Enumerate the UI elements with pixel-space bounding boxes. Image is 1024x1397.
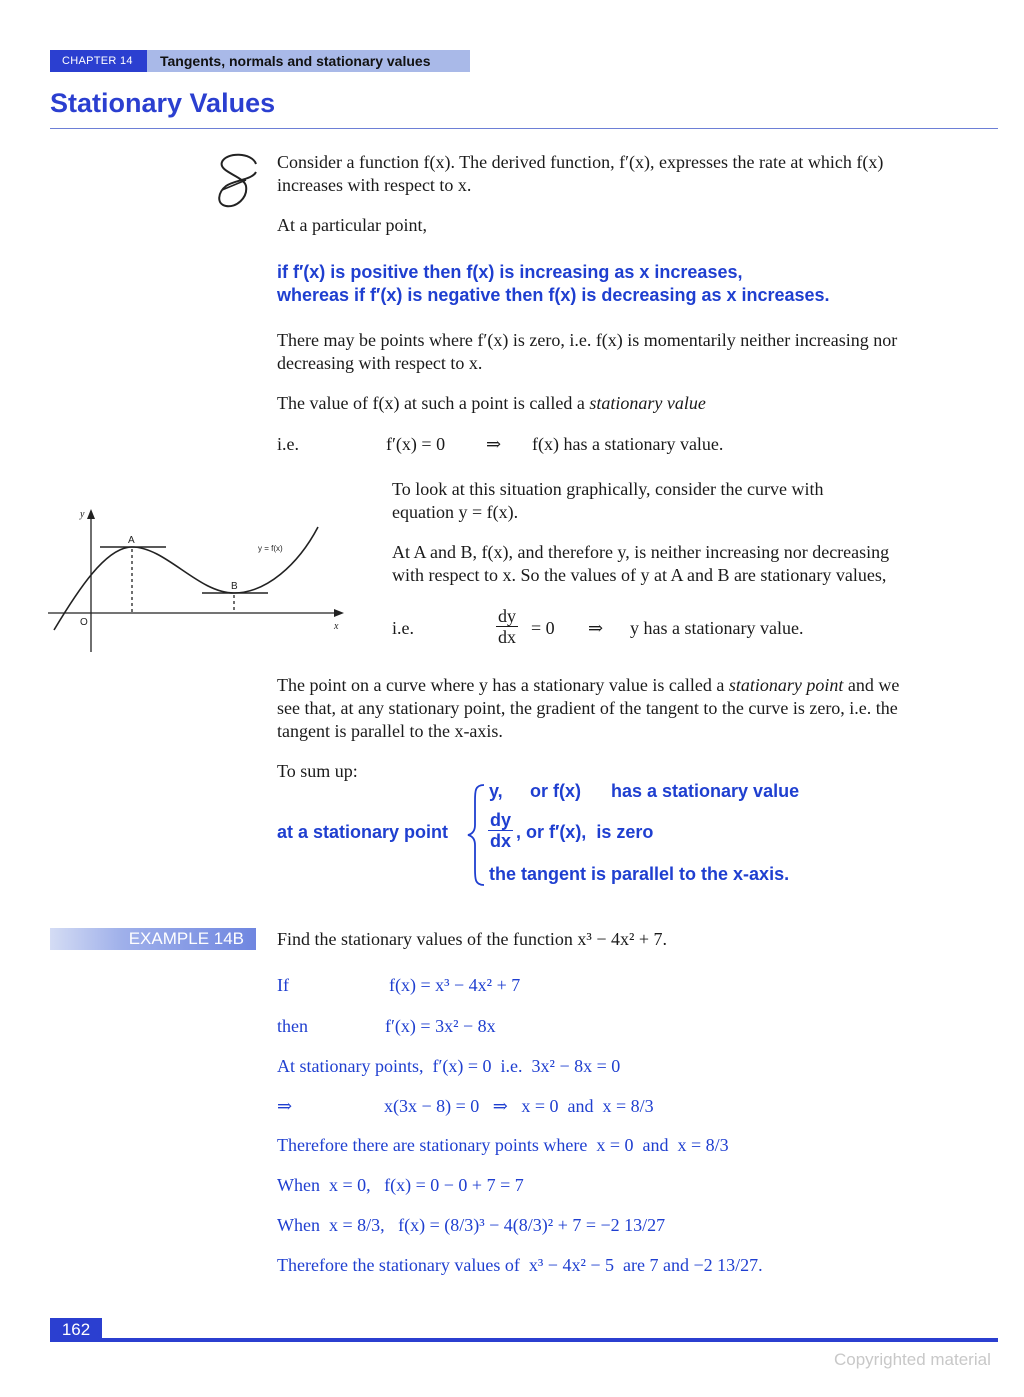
stationary-point-line-3: tangent is parallel to the x-axis. (277, 721, 503, 741)
sp-term: stationary point (728, 675, 844, 695)
example-question: Find the stationary values of the function x³ − 4x² + 7. (277, 929, 668, 949)
ie-result-1: f(x) has a stationary value. (532, 434, 724, 454)
point-a-label: A (128, 535, 135, 546)
equals-zero: = 0 (531, 618, 555, 638)
step-3: At stationary points, f′(x) = 0 i.e. 3x² − 8x = 0 (277, 1056, 621, 1076)
summary-row-3: the tangent is parallel to the x-axis. (489, 864, 790, 884)
summary-dx: dx (490, 831, 512, 851)
step-4-expression: x(3x − 8) = 0 ⇒ x = 0 and x = 8/3 (384, 1096, 654, 1116)
intro-line-2: increases with respect to x. (277, 175, 472, 195)
stationary-point-line-2: see that, at any stationary point, the gradient of the tangent to the curve is zero, i.e. the (277, 698, 898, 718)
origin-label: O (80, 617, 88, 628)
y-axis-arrow (87, 509, 95, 519)
summary-dy: dy (490, 810, 512, 830)
step-1-label: If (277, 975, 289, 995)
ie-label-1: i.e. (277, 434, 299, 454)
page-number: 162 (50, 1318, 102, 1342)
zero-derivative-line-2: decreasing with respect to x. (277, 353, 483, 373)
step-6: When x = 0, f(x) = 0 − 0 + 7 = 7 (277, 1175, 524, 1195)
summary-row-1-fx: or f(x) (530, 781, 581, 801)
step-1-expression: f(x) = x³ − 4x² + 7 (389, 975, 521, 995)
summary-row-2-fraction (488, 810, 513, 851)
zero-derivative-line-1: There may be points where f′(x) is zero, i.e. f(x) is momentarily neither increasing nor (277, 330, 898, 350)
dy-dx-fraction-1 (496, 606, 518, 647)
rule-line-2: whereas if f′(x) is negative then f(x) is decreasing as x increases. (277, 285, 830, 305)
graph-intro-line-1: To look at this situation graphically, consider the curve with (392, 479, 824, 499)
page-title: Stationary Values (50, 88, 276, 118)
stationary-point-line-1 (277, 674, 899, 697)
copyright-notice: Copyrighted material (834, 1350, 991, 1369)
intro-particular-point: At a particular point, (277, 215, 427, 235)
stationary-value-definition (277, 392, 706, 415)
chapter-label: CHAPTER 14 (50, 50, 147, 72)
summary-row-2-text: , or f′(x), is zero (516, 822, 654, 842)
fraction-numerator: dy (498, 606, 516, 626)
summary-row-1-text: has a stationary value (611, 781, 800, 801)
ie-label-2: i.e. (392, 618, 414, 638)
step-5: Therefore there are stationary points where x = 0 and x = 8/3 (277, 1135, 729, 1155)
curve-label: y = f(x) (258, 544, 283, 553)
step-2-expression: f′(x) = 3x² − 8x (385, 1016, 496, 1036)
step-8: Therefore the stationary values of x³ − 4x² − 5 are 7 and −2 13/27. (277, 1255, 763, 1275)
x-axis-label: x (334, 621, 339, 632)
implies-arrow-1: ⇒ (486, 434, 502, 454)
summary-row-1-y: y, (489, 781, 503, 801)
step-2-label: then (277, 1016, 308, 1036)
definition-prefix: The value of f(x) at such a point is called a (277, 393, 590, 413)
example-tab: EXAMPLE 14B (50, 928, 256, 950)
summary-left-label: at a stationary point (277, 822, 449, 842)
curve (54, 527, 318, 630)
implies-arrow-2: ⇒ (588, 618, 604, 638)
step-4-label: ⇒ (277, 1096, 293, 1116)
sp-prefix: The point on a curve where y has a stationary value is called a (277, 675, 729, 695)
graph-explain-line-1: At A and B, f(x), and therefore y, is neither increasing nor decreasing (392, 542, 890, 562)
sp-suffix: and we (843, 675, 900, 695)
chapter-title: Tangents, normals and stationary values (160, 53, 431, 69)
sum-up-label: To sum up: (277, 761, 358, 781)
definition-term: stationary value (589, 393, 706, 413)
ie-result-2: y has a stationary value. (630, 618, 804, 638)
rule-line-1: if f′(x) is positive then f(x) is increasing as x increases, (277, 262, 743, 282)
ie-expression-1: f′(x) = 0 (386, 434, 446, 454)
x-axis-arrow (334, 609, 344, 617)
point-b-label: B (231, 581, 238, 592)
graph-explain-line-2: with respect to x. So the values of y at A and B are stationary values, (392, 565, 887, 585)
title-rule (50, 128, 998, 129)
y-axis-label: y (80, 509, 85, 520)
graph-intro-line-2: equation y = f(x). (392, 502, 519, 522)
key-point-icon (212, 150, 262, 212)
intro-line-1: Consider a function f(x). The derived function, f′(x), expresses the rate at which f(x) (277, 152, 884, 172)
footer-rule (102, 1338, 998, 1342)
cubic-curve-figure (48, 505, 348, 655)
step-7: When x = 8/3, f(x) = (8/3)³ − 4(8/3)² + 7 = −2 13/27 (277, 1215, 666, 1235)
fraction-denominator: dx (498, 627, 516, 647)
summary-brace (466, 783, 488, 887)
